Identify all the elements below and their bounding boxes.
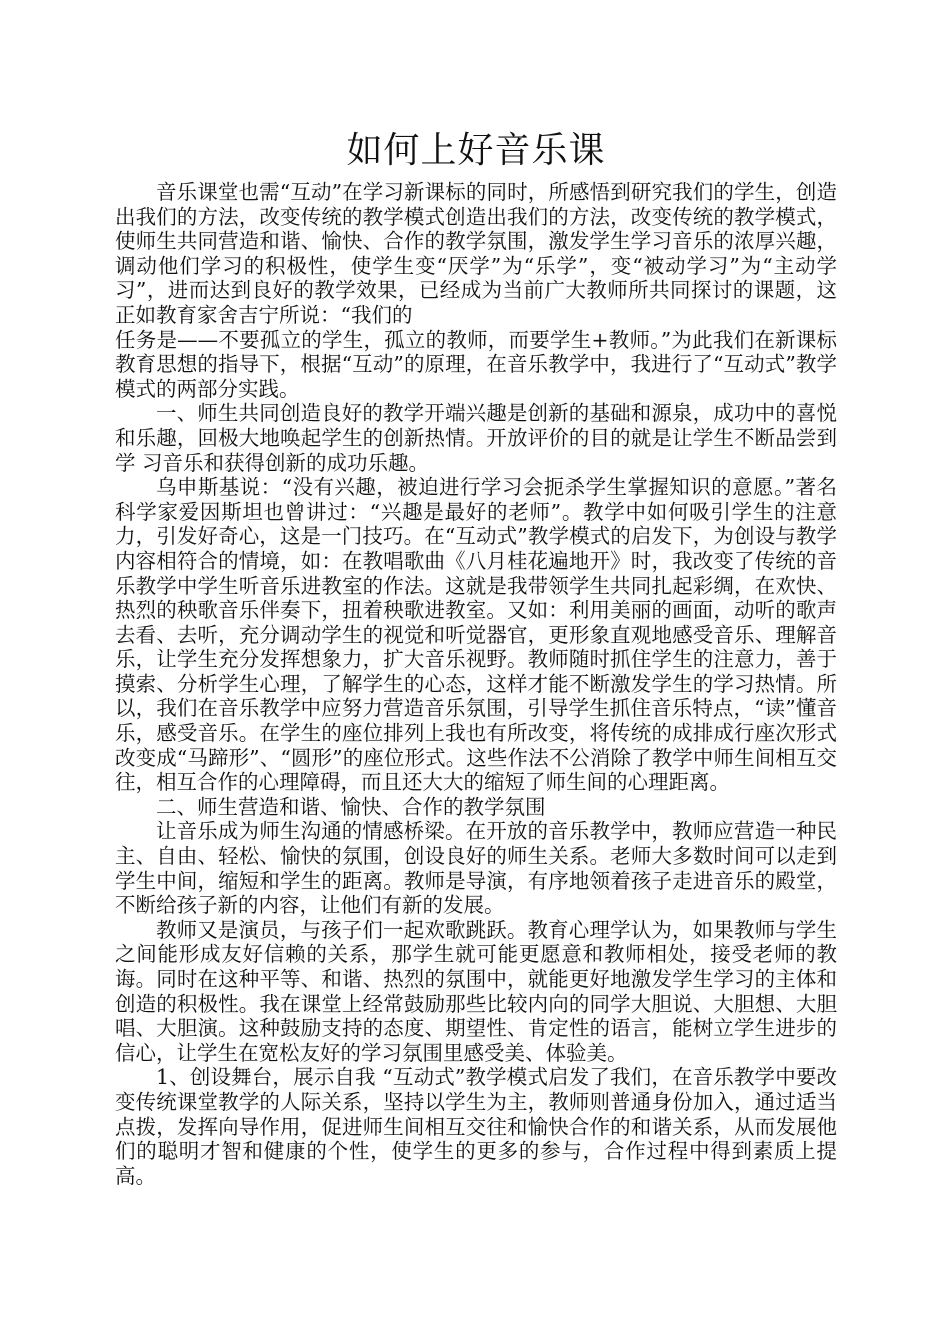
paragraph-intro: 音乐课堂也需“互动”在学习新课标的同时，所感悟到研究我们的学生，创造出我们的方法，改变传统的教学模式创造出我们的方法，改变传统的教学模式，使师生共同营造和谐、愉快、合作的教学氛围，激发学生学习音乐的浓厚兴趣，调动他们学习的积极性，使学生变“厌学”为“乐学”，变“被动学习”为“主动学习”，进而达到良好的教学效果，已经成为当前广大教师所共同探讨的课题，这正如教育家舍吉宁所说：“我们的 bbox=[115, 180, 837, 327]
paragraph-section-1: 一、师生共同创造良好的教学开端兴趣是创新的基础和源泉，成功中的喜悦和乐趣，回极大地唤起学生的创新热情。开放评价的目的就是让学生不断品尝到学 习音乐和获得创新的成功乐趣。 bbox=[115, 401, 837, 475]
paragraph-teacher-actor: 教师又是演员，与孩子们一起欢歌跳跃。教育心理学认为，如果教师与学生之间能形成友好信赖的关系，那学生就可能更愿意和教师相处，接受老师的教诲。同时在这种平等、和谐、热烈的氛围中，就能更好地激发学生学习的主体和创造的积极性。我在课堂上经常鼓励那些比较内向的同学大胆说、大胆想、大胆唱、大胆演。这种鼓励支持的态度、期望性、肯定性的语言，能树立学生进步的信心，让学生在宽松友好的学习氛围里感受美、体验美。 bbox=[115, 917, 837, 1065]
paragraph-stage: 1、创设舞台，展示自我 “互动式”教学模式启发了我们，在音乐教学中要改变传统课堂教学的人际关系，坚持以学生为主，教师则普通身份加入，通过适当点拨，发挥向导作用，促进师生间相互交往和愉快合作的和谐关系，从而发展他们的聪明才智和健康的个性，使学生的更多的参与，合作过程中得到素质上提高。 bbox=[115, 1065, 837, 1188]
section-heading-2: 二、师生营造和谐、愉快、合作的教学氛围 bbox=[156, 794, 546, 819]
paragraph-bridge: 让音乐成为师生沟通的情感桥梁。在开放的音乐教学中，教师应营造一种民主、自由、轻松、愉快的氛围，创设良好的师生关系。老师大多数时间可以走到学生中间，缩短和学生的距离。教师是导演，有序地领着孩子走进音乐的殿堂，不断给孩子新的内容，让他们有新的发展。 bbox=[115, 819, 837, 918]
paragraph-interest: 乌申斯基说：“没有兴趣，被迫进行学习会扼杀学生掌握知识的意愿。”著名科学家爱因斯坦也曾讲过：“兴趣是最好的老师”。教学中如何吸引学生的注意力，引发好奇心，这是一门技巧。在“互动式”教学模式的启发下，为创设与教学内容相符合的情境，如：在教唱歌曲《八月桂花遍地开》时，我改变了传统的音乐教学中学生听音乐进教室的作法。这就是我带领学生共同扎起彩绸，在欢快、热烈的秧歌音乐伴奏下，扭着秧歌进教室。又如：利用美丽的画面，动听的歌声去看、去听，充分调动学生的视觉和听觉器官，更形象直观地感受音乐、理解音乐，让学生充分发挥想象力，扩大音乐视野。教师随时抓住学生的注意力，善于摸索、分析学生心理，了解学生的心态，这样才能不断激发学生的学习热情。所以，我们在音乐教学中应努力营造音乐氛围，引导学生抓住音乐特点，“读”懂音乐，感受音乐。在学生的座位排列上我也有所改变，将传统的成排成行座次形式改变成“马蹄形”、“圆形”的座位形式。这些作法不公消除了教学中师生间相互交往，相互合作的心理障碍，而且还大大的缩短了师生间的心理距离。 bbox=[115, 475, 837, 795]
document-page bbox=[115, 128, 837, 1188]
paragraph-intro-continued: 任务是——不要孤立的学生，孤立的教师，而要学生+教师。”为此我们在新课标教育思想的指导下，根据“互动”的原理，在音乐教学中，我进行了“互动式”教学模式的两部分实践。 bbox=[115, 327, 837, 401]
document-title: 如何上好音乐课 bbox=[346, 130, 606, 171]
